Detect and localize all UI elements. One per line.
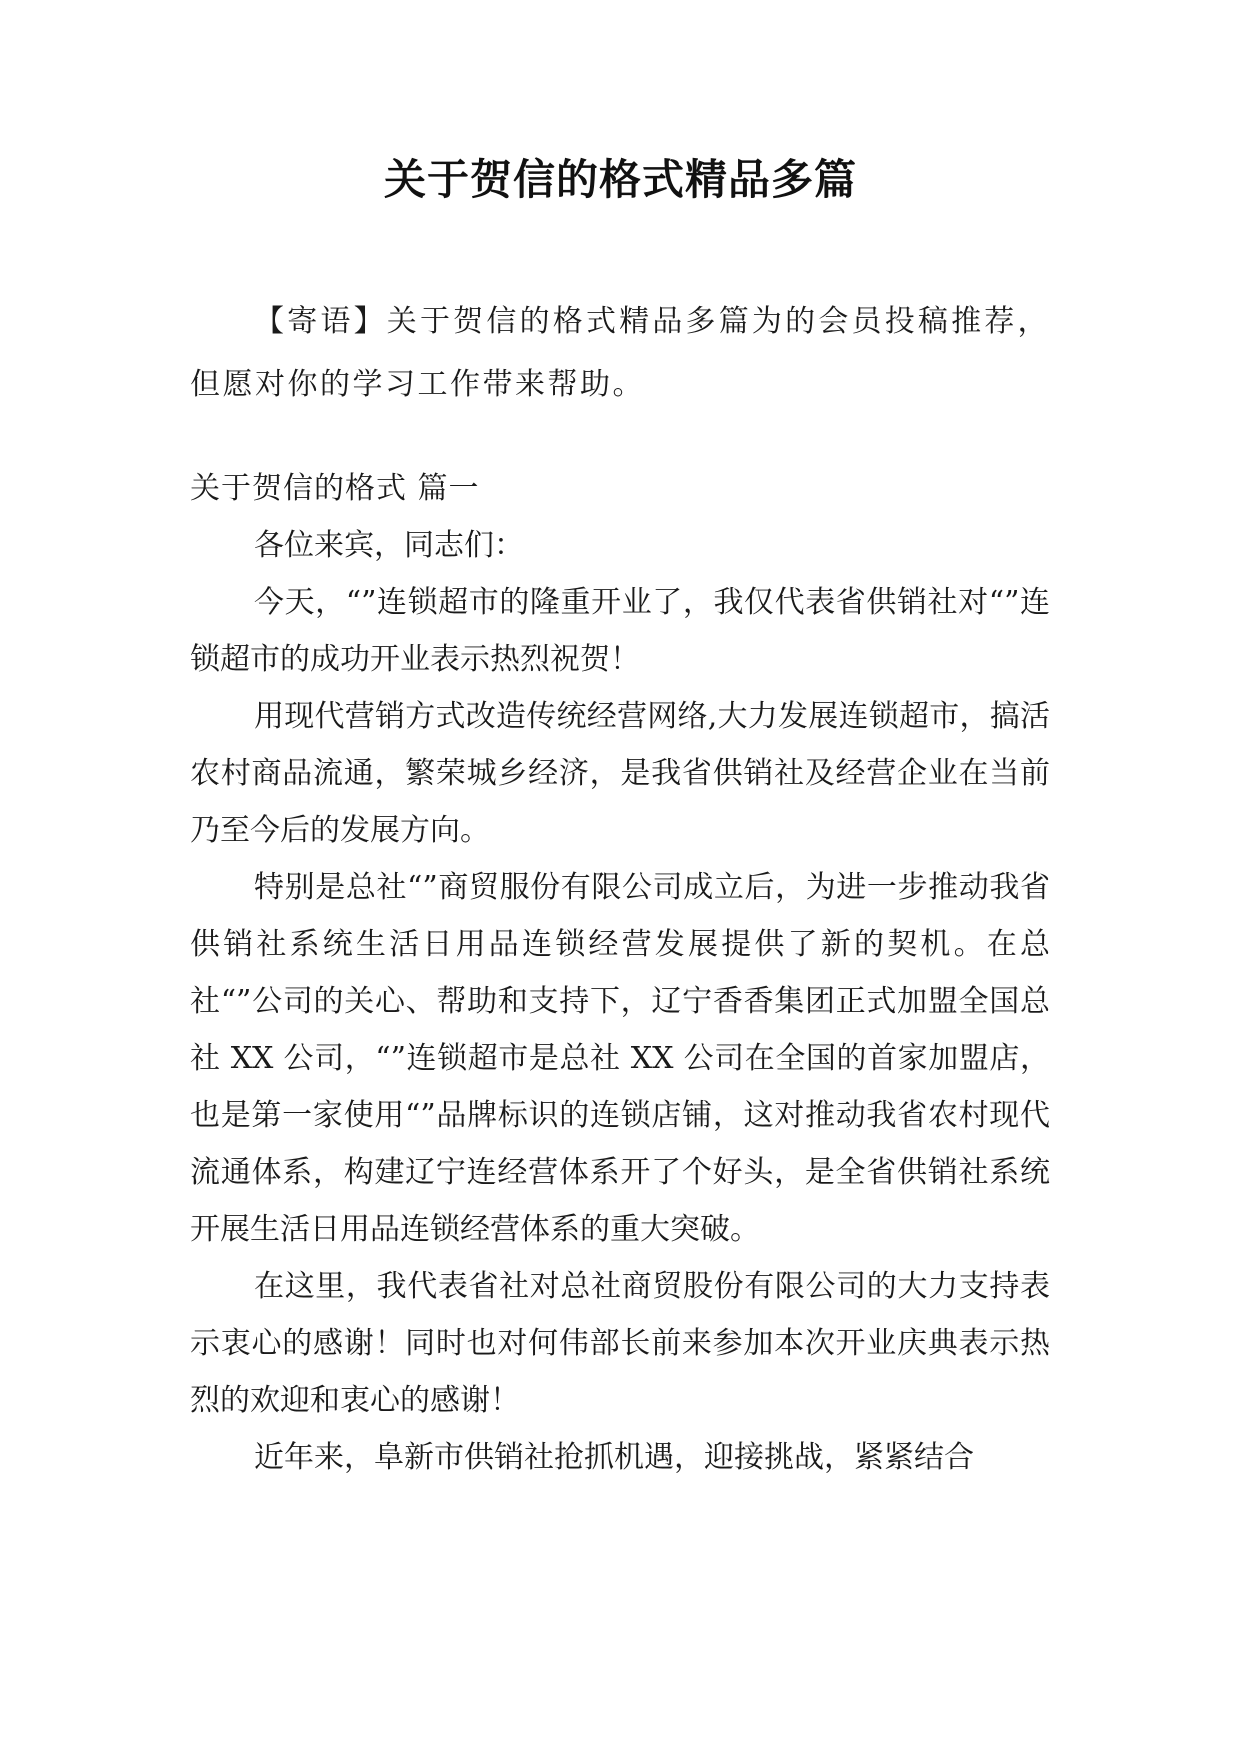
body-paragraph: 用现代营销方式改造传统经营网络,大力发展连锁超市，搞活农村商品流通，繁荣城乡经济，是我省供销社及经营企业在当前乃至今后的发展方向。: [190, 699, 1050, 848]
preface-block: [190, 290, 1050, 416]
body-paragraph: 在这里，我代表省社对总社商贸股份有限公司的大力支持表示衷心的感谢！同时也对何伟部长前来参加本次开业庆典表示热烈的欢迎和衷心的感谢！: [190, 1269, 1050, 1418]
body-paragraph: 今天，“”连锁超市的隆重开业了，我仅代表省供销社对“”连锁超市的成功开业表示热烈祝贺！: [190, 585, 1050, 677]
salutation: 各位来宾，同志们：: [254, 528, 524, 563]
body-paragraph: 特别是总社“”商贸服份有限公司成立后，为进一步推动我省供销社系统生活日用品连锁经营发展提供了新的契机。在总社“”公司的关心、帮助和支持下，辽宁香香集团正式加盟全国总社 XX 公司，“”连锁超市是总社 XX 公司在全国的首家加盟店，也是第一家使用“”品牌标识的连锁店铺，这对推动我省农村现代流通体系，构建辽宁连经营体系开了个好头，是全省供销社系统开展生活日用品连锁经营体系的重大突破。: [190, 870, 1050, 1247]
body-paragraph: 近年来，阜新市供销社抢抓机遇，迎接挑战，紧紧结合: [254, 1440, 974, 1475]
letter-body: [190, 460, 1050, 1486]
preface-paragraph: 【寄语】关于贺信的格式精品多篇为的会员投稿推荐，但愿对你的学习工作带来帮助。: [190, 304, 1050, 402]
section-heading: 关于贺信的格式 篇一: [190, 471, 480, 506]
document-title: 关于贺信的格式精品多篇: [383, 155, 857, 204]
